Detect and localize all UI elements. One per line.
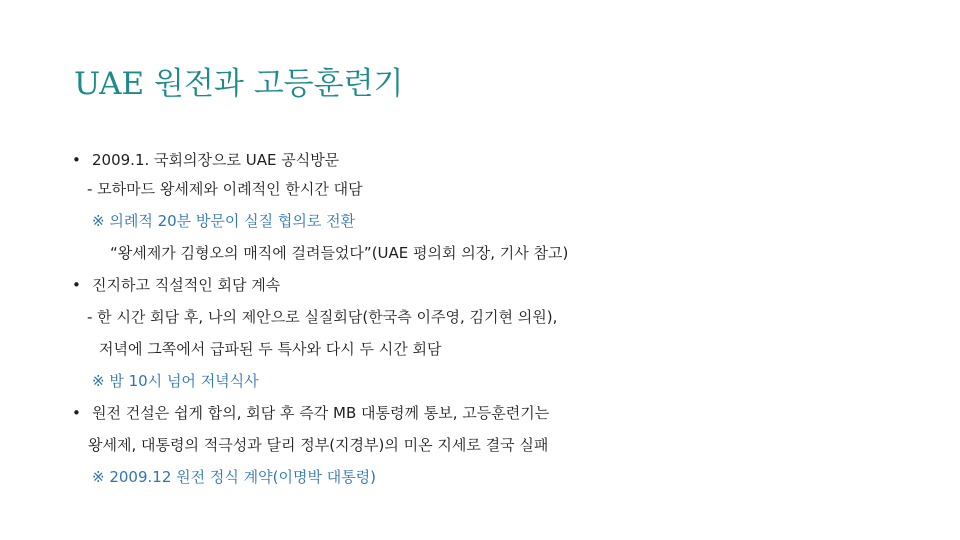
sub-item: - 모하마드 왕세제와 이례적인 한시간 대담 (87, 180, 363, 198)
bullet-text: 진지하고 직설적인 회담 계속 (92, 276, 281, 294)
sub-item: - 한 시간 회담 후, 나의 제안으로 실질회담(한국측 이주영, 김기현 의원), (87, 308, 558, 326)
bullet-continuation: 왕세제, 대통령의 적극성과 달리 정부(지경부)의 미온 지세로 결국 실패 (88, 436, 549, 454)
note-item: ※ 2009.12 원전 정식 계약(이명박 대통령) (92, 468, 377, 486)
bullet-marker: • (72, 151, 81, 169)
note-item: ※ 밤 10시 넘어 저녁식사 (92, 372, 259, 390)
bullet-marker: • (72, 276, 81, 294)
bullet-text: 원전 건설은 쉽게 합의, 회담 후 즉각 MB 대통령께 통보, 고등훈련기는 (92, 404, 550, 422)
bullet-marker: • (72, 404, 81, 422)
note-item: ※ 의례적 20분 방문이 실질 협의로 전환 (92, 212, 356, 230)
quote-item: “왕세제가 김형오의 매직에 걸려들었다”(UAE 평의회 의장, 기사 참고) (110, 244, 569, 262)
sub-item-continuation: 저녁에 그쪽에서 급파된 두 특사와 다시 두 시간 회담 (99, 340, 442, 358)
bullet-text: 2009.1. 국회의장으로 UAE 공식방문 (92, 151, 340, 169)
slide-title: UAE 원전과 고등훈련기 (74, 66, 404, 102)
